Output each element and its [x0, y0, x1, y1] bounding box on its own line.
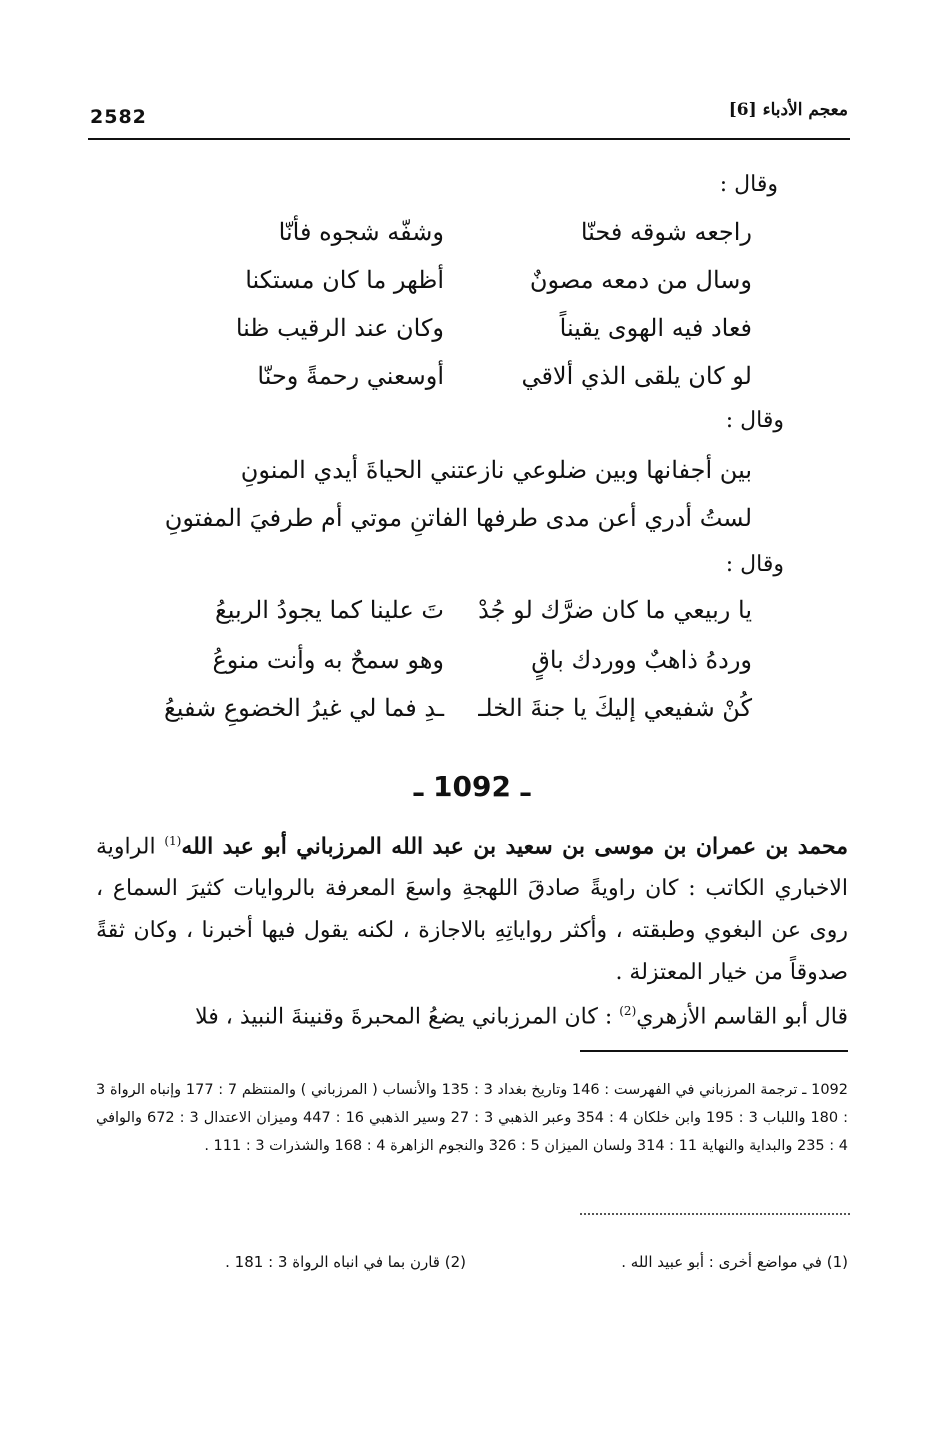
verse-first-hemistich: وردهُ ذاهبٌ ووردك باقٍ	[531, 646, 752, 674]
verse-second-hemistich: وكان عند الرقيب ظنا	[235, 314, 444, 342]
verse-first-hemistich: كُنْ شفيعي إليكَ يا جنةَ الخلـ	[478, 694, 752, 722]
verse-line: بين أجفانها وبين ضلوعي نازعتني الحياةَ أيدي المنونِ	[240, 456, 752, 484]
book-title: معجم الأدباء [6]	[728, 100, 848, 120]
poem-intro: وقال :	[725, 552, 784, 577]
verse-second-hemistich: أظهر ما كان مستكنا	[245, 266, 444, 294]
verse-first-hemistich: لو كان يلقى الذي ألاقي	[521, 362, 752, 390]
footnote-2: (2) قارن بما في انباه الرواة 3 : 181 .	[225, 1253, 466, 1271]
footnote-separator	[580, 1213, 850, 1215]
verse-second-hemistich: وشفّه شجوه فأنّا	[278, 218, 444, 246]
header-rule	[88, 138, 850, 140]
verse-first-hemistich: راجعه شوقه فحنّا	[580, 218, 752, 246]
entry-paragraph-2	[96, 990, 848, 1038]
footnote-sources: 1092 ـ ترجمة المرزباني في الفهرست : 146 وتاريخ بغداد 3 : 135 والأنساب ( المرزباني ) والمنتظم 7 : 177 وإنباه الرواة 3 : 180 واللباب 3 : 195 وابن خلكان 4 : 354 وعبر الذهبي 3 : 27 وسير الذهبي 16 : 447 وميزان الاعتدال 3 : 672 والوافي 4 : 235 والبداية والنهاية 11 : 314 ولسان الميزان 5 : 326 والنجوم الزاهرة 4 : 168 والشذرات 3 : 111 .	[96, 1082, 849, 1154]
verse-first-hemistich: فعاد فيه الهوى يقيناً	[559, 314, 752, 342]
footnote-ref: (2)	[619, 1004, 637, 1018]
verse-line: لستُ أدري أعن مدى طرفها الفاتنِ موتي أم طرفيَ المفتونِ	[164, 504, 752, 532]
entry-paragraph-text: : كان المرزباني يضعُ المحبرةَ وقنينةَ النبيذ ، فلا	[195, 1004, 620, 1030]
footnote-ref: (1)	[164, 834, 182, 848]
verse-second-hemistich: وهو سمحٌ به وأنت منوعُ	[212, 646, 444, 674]
entry-paragraph-text: قال أبو القاسم الأزهري	[636, 1004, 848, 1030]
poem-intro: وقال :	[719, 172, 778, 197]
entry-paragraph: الراوية الاخباري الكاتب : كان راويةً صادقَ اللهجةِ واسعَ المعرفة بالروايات كثيرَ السماع ، روى عن البغوي وطبقته ، وأكثر رواياتِهِ بالاجازة ، لكنه يقول فيها أخبرنا ، وكان ثقةً صدوقاً من خيار المعتزلة .	[96, 834, 848, 986]
footnote-rule	[580, 1050, 848, 1052]
verse-second-hemistich: تَ علينا كما يجودُ الربيعُ	[215, 596, 444, 624]
verse-first-hemistich: وسال من دمعه مصونٌ	[529, 266, 752, 294]
entry-body	[96, 820, 848, 994]
verse-second-hemistich: أوسعني رحمةً وحنّا	[257, 362, 444, 390]
footnote-1: (1) في مواضع أخرى : أبو عبيد الله .	[621, 1253, 848, 1271]
poem-intro: وقال :	[725, 408, 784, 433]
entry-name: محمد بن عمران بن موسى بن سعيد بن عبد الله المرزباني أبو عبد الله	[181, 833, 848, 860]
page-number: 2582	[90, 106, 147, 128]
verse-second-hemistich: ـدِ فما لي غيرُ الخضوعِ شفيعُ	[163, 694, 444, 722]
entry-number: ـ 1092 ـ	[413, 770, 531, 803]
verse-first-hemistich: يا ربيعي ما كان ضرَّك لو جُدْ	[478, 596, 752, 624]
